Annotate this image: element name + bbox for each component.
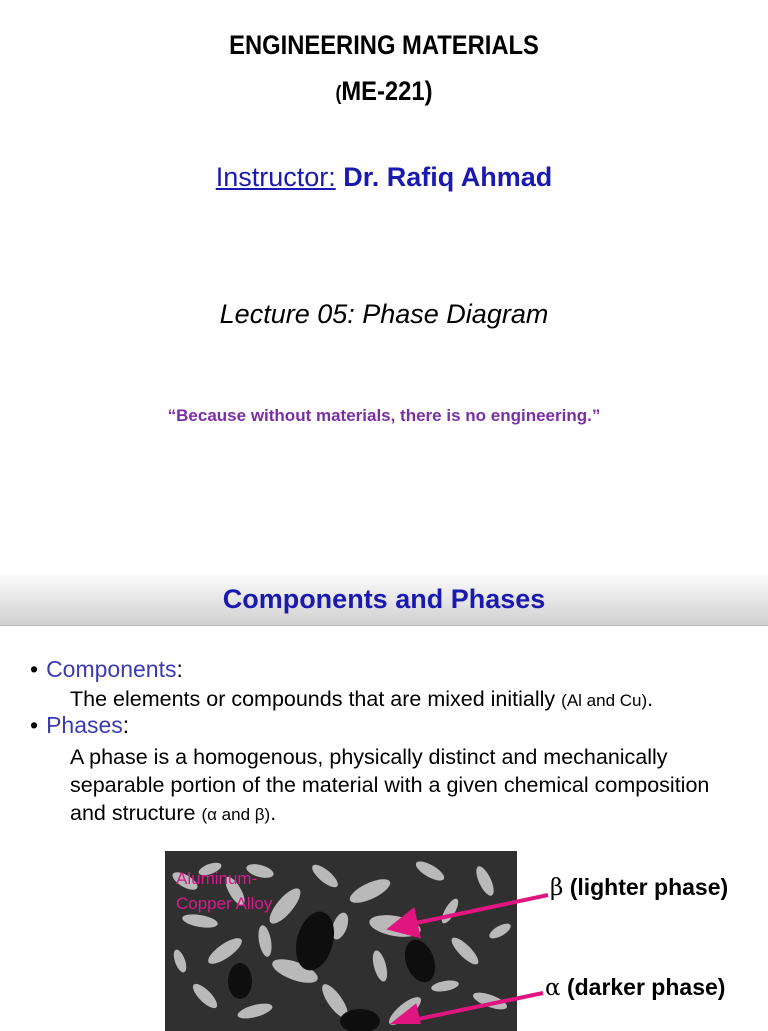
lecture-title: Lecture 05: Phase Diagram: [219, 299, 549, 329]
components-term: Components: [46, 656, 177, 682]
slide-title: Components and Phases: [222, 584, 546, 614]
alpha-phase-label: [545, 970, 725, 1005]
course-code: [46, 76, 722, 107]
alpha-symbol: α: [545, 975, 561, 1001]
components-end: .: [647, 687, 654, 711]
course-title: ENGINEERING MATERIALS: [229, 30, 539, 60]
components-phases-slide: [0, 560, 768, 1024]
course-code-text: ME-221): [341, 76, 433, 106]
instructor-label: Instructor:: [215, 162, 336, 192]
components-colon: :: [176, 656, 183, 682]
phases-colon: :: [122, 712, 130, 738]
components-definition: [70, 685, 653, 715]
alpha-description: (darker phase): [566, 974, 726, 1000]
beta-description: (lighter phase): [569, 874, 729, 900]
components-note: (Al and Cu): [561, 691, 648, 710]
quote: “Because without materials, there is no engineering.”: [167, 406, 601, 425]
phases-text: A phase is a homogenous, physically distinct and mechanically separable portion of the material with a given chemical composition and structure: [70, 745, 710, 825]
phases-note: (α and β): [201, 805, 271, 824]
bullet-phases: [30, 712, 129, 739]
bullet-components: [30, 656, 183, 683]
instructor-line: [0, 162, 768, 193]
phases-term: Phases: [46, 712, 123, 738]
bullet-dot: •: [30, 712, 39, 738]
micrograph-label: Aluminum-Copper Alloy: [176, 869, 273, 913]
instructor-name: Dr. Rafiq Ahmad: [343, 162, 553, 192]
beta-symbol: β: [550, 875, 564, 901]
bullet-dot: •: [30, 656, 39, 682]
components-text: The elements or compounds that are mixed initially: [70, 687, 562, 711]
phases-end: .: [270, 801, 277, 825]
course-code-open-paren: (: [335, 83, 342, 105]
beta-phase-label: [550, 870, 728, 905]
phases-definition: [70, 743, 740, 829]
